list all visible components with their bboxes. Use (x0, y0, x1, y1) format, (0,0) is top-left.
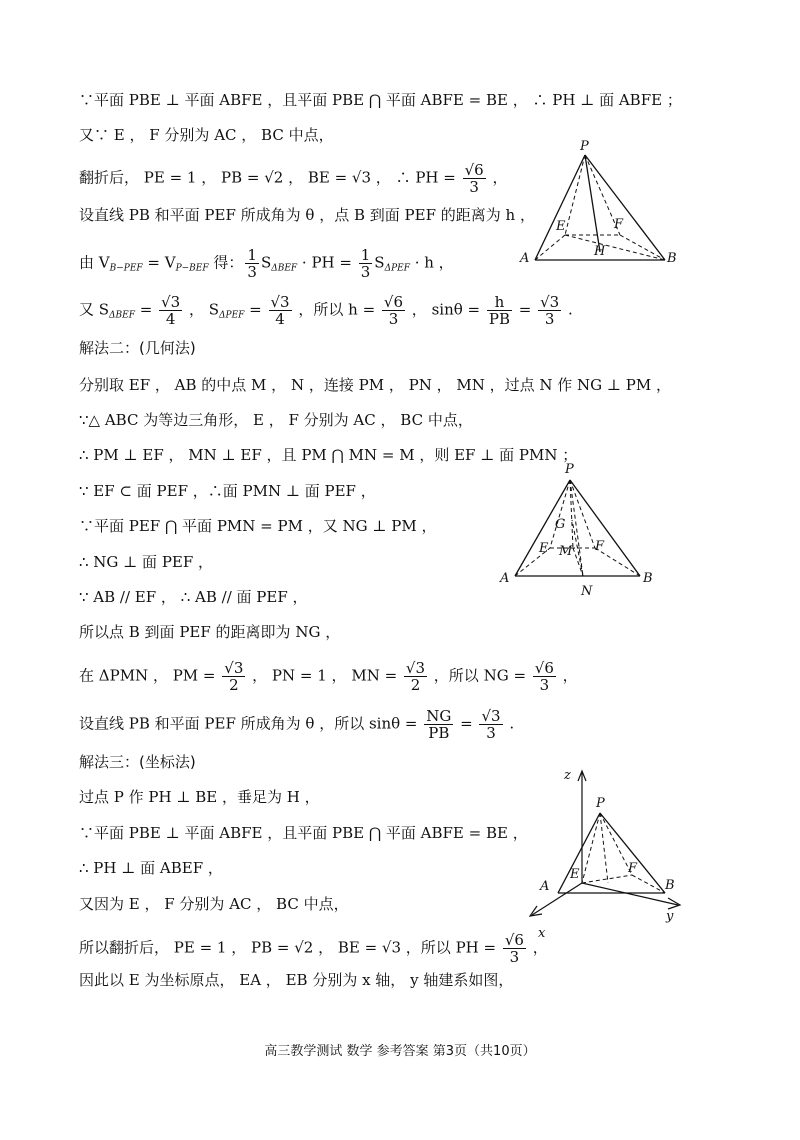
text-line-m10 (79, 708, 514, 741)
edge-FB (620, 235, 665, 260)
edge-PE (582, 813, 600, 883)
label-E: E (570, 867, 580, 882)
text: ， (527, 938, 548, 957)
subscript: ΔBEF (271, 263, 298, 274)
fraction (245, 247, 259, 280)
figure-1-pyramid (510, 135, 690, 270)
section-heading-2: 解法二：(几何法) (79, 339, 196, 357)
fraction (359, 247, 373, 280)
numerator: √6 (383, 293, 404, 311)
numerator: √3 (540, 293, 560, 311)
denominator: 3 (509, 948, 520, 966)
text-line-m3: ∴ PM ⊥ EF ， MN ⊥ EF ，且 PM ⋂ MN = M ，则 EF ⊥ 面 PMN ； (79, 446, 578, 464)
label-E: E (556, 219, 566, 234)
text: S (260, 253, 272, 272)
text-line-1: ∵平面 PBE ⊥ 平面 ABFE ，且平面 PBE ⋂ 平面 ABFE = BE ， ∴ PH ⊥ 面 ABFE ； (79, 91, 682, 109)
figure-2-pyramid (495, 458, 665, 598)
label-G: G (555, 517, 566, 532)
text-line-5 (79, 247, 454, 280)
text: ，所以 h = (293, 300, 380, 319)
text: ， PN = 1 ， MN = (247, 666, 402, 685)
edge-PE (565, 155, 585, 235)
text-line-c4: 又因为 E ， F 分别为 AC ， BC 中点， (79, 895, 349, 913)
denominator: 3 (360, 263, 371, 281)
denominator: 3 (247, 263, 257, 281)
numerator: √3 (405, 659, 426, 677)
text: 设直线 PB 和平面 PEF 所成角为 θ ，所以 sinθ = (79, 714, 423, 733)
text-line-m8: 所以点 B 到面 PEF 的距离即为 NG ， (79, 623, 341, 641)
text-line-m5: ∵平面 PEF ⋂ 平面 PMN = PM ，又 NG ⊥ PM ， (79, 517, 437, 535)
text-line-m4: ∵ EF ⊂ 面 PEF ，∴面 PMN ⊥ 面 PEF ， (79, 482, 376, 500)
numerator: √3 (481, 707, 501, 725)
label-x: x (538, 926, 546, 941)
edge-EB (565, 235, 665, 260)
label-A: A (500, 571, 510, 586)
section-heading-3: 解法三：(坐标法) (79, 753, 196, 771)
fraction (533, 660, 556, 693)
fraction (159, 294, 182, 327)
subscript: ΔBEF (109, 310, 135, 321)
text: ， S (184, 300, 220, 319)
page-footer: 高三教学测试 数学 参考答案 第3页（共10页） (264, 1044, 536, 1059)
label-M: M (559, 544, 573, 559)
denominator: 3 (539, 676, 550, 694)
label-F: F (628, 861, 638, 876)
fraction (269, 294, 292, 327)
text: S (374, 253, 385, 272)
edge-PE (550, 480, 570, 548)
fraction (424, 708, 453, 741)
edge-FB (632, 875, 665, 893)
label-P: P (580, 139, 589, 154)
label-P: P (596, 796, 605, 811)
subscript: P−BEF (175, 263, 209, 274)
text: = (513, 300, 537, 319)
fraction (382, 294, 405, 327)
text-line-m2: ∵△ ABC 为等边三角形， E ， F 分别为 AC ， BC 中点， (79, 411, 473, 429)
text: = (244, 300, 267, 319)
denominator: 2 (410, 676, 421, 694)
numerator: √6 (464, 161, 484, 179)
text: 在 ΔPMN ， PM = (79, 666, 221, 685)
text: 所以翻折后， PE = 1 ， PB = √2 ， BE = √3 ，所以 PH = (79, 938, 501, 957)
text-line-2: 又∵ E ， F 分别为 AC ， BC 中点， (79, 126, 334, 144)
numerator: 1 (247, 246, 257, 264)
subscript: ΔPEF (219, 310, 245, 321)
fraction (463, 162, 486, 195)
text-line-c2: ∵平面 PBE ⊥ 平面 ABFE ，且平面 PBE ⋂ 平面 ABFE = BE ， (79, 824, 528, 842)
numerator: √3 (270, 293, 290, 311)
text: 又 S (79, 300, 110, 319)
label-B: B (665, 878, 675, 893)
text-line-c3: ∴ PH ⊥ 面 ABEF ， (79, 859, 223, 877)
denominator: 2 (229, 676, 239, 694)
fraction (222, 660, 245, 693)
text-line-m7: ∵ AB // EF ， ∴ AB // 面 PEF ， (79, 588, 308, 606)
label-F: F (595, 539, 605, 554)
label-A: A (520, 251, 530, 266)
text-line-c6: 因此以 E 为坐标原点， EA ， EB 分别为 x 轴， y 轴建系如图， (79, 971, 514, 989)
edge-PH (585, 155, 600, 252)
text: 由 V (79, 253, 110, 272)
denominator: PB (428, 724, 450, 742)
y-axis (582, 883, 678, 905)
fraction (479, 708, 502, 741)
text: ， sinθ = (407, 300, 485, 319)
text-line-m9 (79, 660, 578, 693)
text: ，所以 NG = (429, 666, 531, 685)
figure-3-coordinate-pyramid (520, 765, 695, 940)
label-A: A (540, 879, 550, 894)
numerator: √6 (504, 931, 524, 949)
numerator: √3 (224, 659, 244, 677)
text-line-6 (79, 294, 573, 327)
subscript: ΔPEF (384, 263, 410, 274)
numerator: √6 (534, 659, 554, 677)
text: . (504, 714, 515, 733)
text-line-3 (79, 162, 508, 195)
denominator: PB (488, 310, 510, 328)
fraction (487, 294, 512, 327)
text: = V (142, 253, 176, 272)
text: ， (557, 666, 578, 685)
text-line-4: 设直线 PB 和平面 PEF 所成角为 θ ，点 B 到面 PEF 的距离为 h ， (79, 206, 535, 224)
label-y: y (666, 909, 674, 924)
text: ， (487, 168, 508, 187)
subscript: B−PEF (109, 263, 143, 274)
numerator: 1 (360, 246, 371, 264)
denominator: 3 (388, 310, 399, 328)
label-B: B (667, 251, 677, 266)
text: = (134, 300, 158, 319)
text: · h ， (409, 253, 454, 272)
edge-PA (535, 155, 585, 260)
numerator: √3 (161, 293, 181, 311)
label-F: F (614, 217, 624, 232)
text-line-m6: ∴ NG ⊥ 面 PEF ， (79, 553, 214, 571)
text-line-c5 (79, 932, 548, 965)
fraction (404, 660, 427, 693)
denominator: 4 (165, 310, 176, 328)
text: 得： (208, 253, 244, 272)
label-B: B (643, 571, 653, 586)
numerator: NG (426, 707, 452, 725)
edge-PH (600, 813, 608, 883)
numerator: h (487, 294, 512, 311)
denominator: 3 (469, 178, 479, 196)
text: · PH = (297, 253, 357, 272)
label-P: P (565, 462, 574, 477)
denominator: 3 (544, 310, 555, 328)
text-line-c1: 过点 P 作 PH ⊥ BE ，垂足为 H ， (79, 788, 320, 806)
edge-AE (535, 235, 565, 260)
denominator: 4 (275, 310, 285, 328)
text: = (455, 714, 478, 733)
label-E: E (539, 541, 549, 556)
text: 翻折后， PE = 1 ， PB = √2 ， BE = √3 ， ∴ PH = (79, 168, 461, 187)
denominator: 3 (486, 724, 496, 742)
edge-PB (600, 813, 665, 893)
label-z: z (564, 768, 571, 783)
label-H: H (594, 244, 606, 259)
text: . (563, 300, 573, 319)
text-line-m1: 分别取 EF ， AB 的中点 M ， N ，连接 PM ， PN ， MN ，过点 N 作 NG ⊥ PM ， (79, 376, 672, 394)
label-N: N (581, 584, 593, 599)
edge-PF (570, 480, 595, 548)
fraction (538, 294, 561, 327)
